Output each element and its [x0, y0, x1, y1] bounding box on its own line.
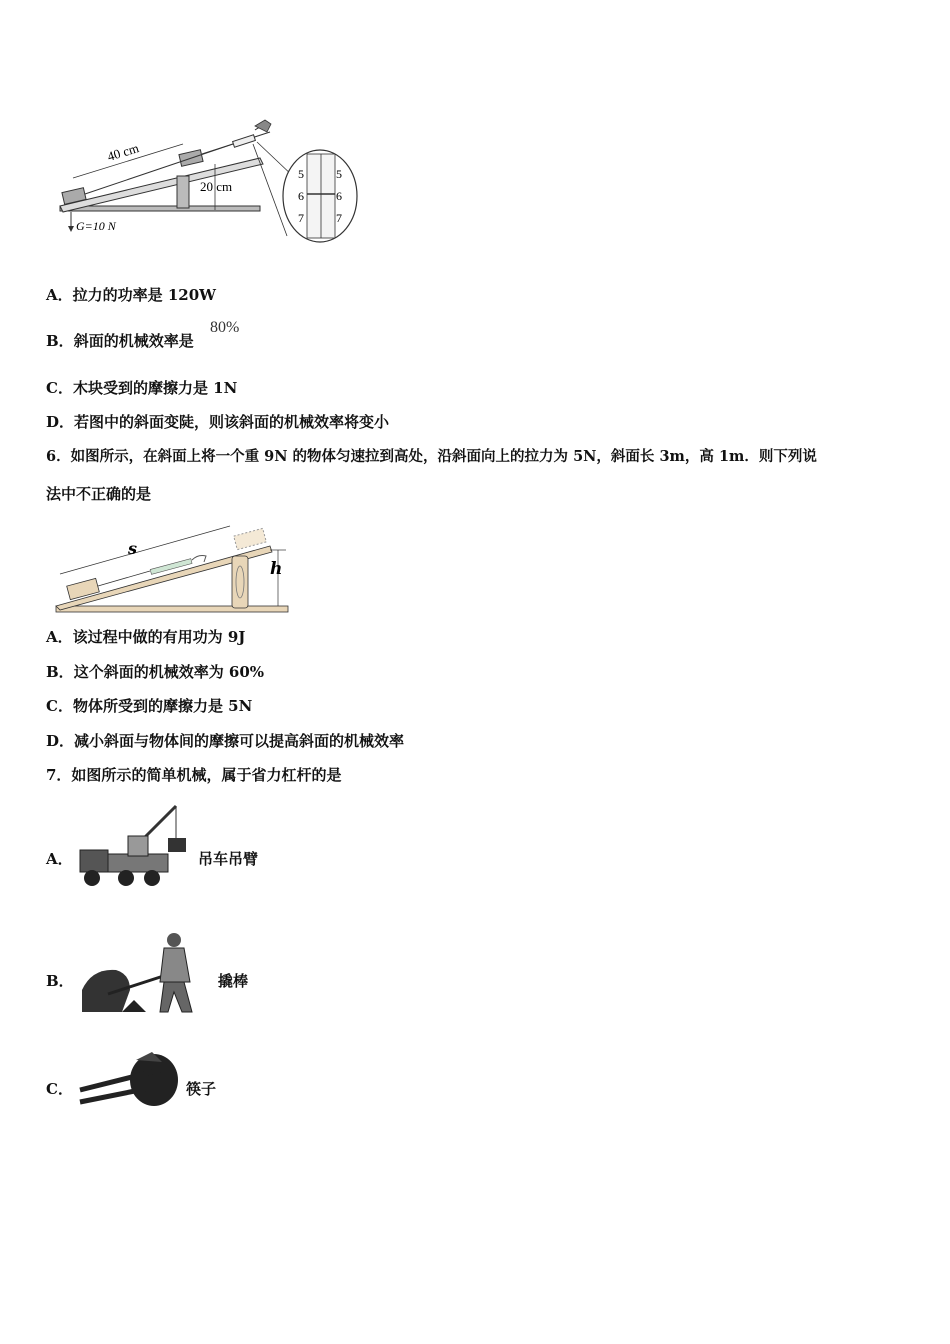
option-text: 减小斜面与物体间的摩擦可以提高斜面的机械效率: [74, 732, 405, 750]
q7-option-b-letter: B．: [46, 972, 74, 990]
option-text: 若图中的斜面变陡，则该斜面的机械效率将变小: [74, 413, 390, 431]
chopsticks-icon: [76, 1050, 186, 1118]
q6-option-b: [46, 662, 264, 682]
q7-option-b-caption: 撬棒: [218, 972, 249, 990]
option-letter: C．: [46, 379, 73, 397]
scale-tick-6-right: 6: [336, 189, 342, 203]
q6-stem-line-2: 法中不正确的是: [46, 485, 152, 503]
q7-option-a-letter: A．: [46, 850, 73, 868]
scale-tick-5-right: 5: [336, 167, 342, 181]
q5-option-d: [46, 412, 389, 432]
incline-figure-1: [55, 118, 365, 246]
q7-option-c-caption: 筷子: [186, 1080, 217, 1098]
incline-figure-2: [52, 524, 292, 616]
q7-option-a-caption: 吊车吊臂: [198, 850, 259, 868]
option-text: 这个斜面的机械效率为 60%: [73, 663, 265, 681]
option-letter: D．: [46, 732, 75, 750]
option-letter: A．: [46, 628, 73, 646]
scale-tick-6: 6: [298, 189, 304, 203]
q6-option-c: [46, 696, 252, 716]
option-letter: B．: [46, 332, 74, 350]
q7-stem: 7．如图所示的简单机械，属于省力杠杆的是: [46, 766, 342, 784]
q7-option-c-letter: C．: [46, 1080, 73, 1098]
option-text: 拉力的功率是 120W: [72, 286, 217, 304]
height-label: 20 cm: [200, 179, 233, 194]
q5-option-c: [46, 378, 237, 398]
option-text: 物体所受到的摩擦力是 5N: [72, 697, 253, 715]
q5-option-b: [46, 331, 194, 351]
q6-option-d: [46, 731, 404, 751]
option-text: 木块受到的摩擦力是 1N: [72, 379, 238, 397]
length-label: 40 cm: [105, 140, 141, 164]
option-letter: A．: [46, 286, 73, 304]
q5-option-a: [46, 285, 216, 305]
option-text: 该过程中做的有用功为 9J: [72, 628, 246, 646]
q5-option-b-formula: 80%: [210, 319, 240, 336]
weight-label: G=10 N: [76, 219, 116, 233]
option-letter: C．: [46, 697, 73, 715]
h-label: h: [270, 559, 283, 579]
crane-truck-icon: [78, 802, 190, 890]
scale-tick-7-right: 7: [336, 211, 342, 225]
scale-tick-5: 5: [298, 167, 304, 181]
option-text: 斜面的机械效率是: [73, 332, 194, 350]
option-letter: D．: [46, 413, 75, 431]
q6-stem-line-1: 6．如图所示，在斜面上将一个重 9N 的物体匀速拉到高处，沿斜面向上的拉力为 5N，斜面长 3m，高 1m．则下列说: [46, 448, 817, 465]
scale-tick-7: 7: [298, 211, 304, 225]
q6-option-a: [46, 627, 245, 647]
crowbar-worker-icon: [78, 930, 218, 1020]
s-label: s: [128, 539, 138, 558]
option-letter: B．: [46, 663, 74, 681]
